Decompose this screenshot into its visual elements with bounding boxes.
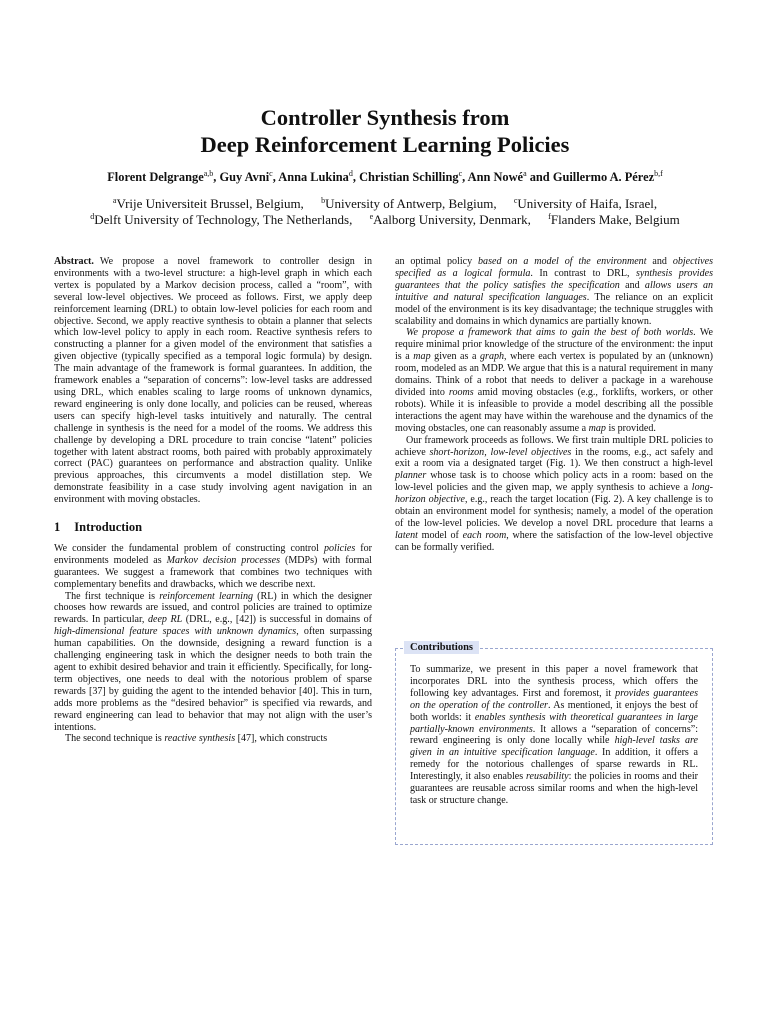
affiliations-line-1 bbox=[0, 196, 770, 212]
intro-paragraph-1: We consider the fundamental problem of constructing control policies for environments modeled as Markov decision processes (MDPs) with formal guarantees. We suggest a framework that combines two techniques with complementary benefits and drawbacks, which we describe next. bbox=[54, 542, 372, 590]
contributions-text: To summarize, we present in this paper a novel framework that incorporates DRL into the synthesis process, which offers the following key advantages. First and foremost, it provides guarantees on the operation of the controller. As mentioned, it enjoys the best of both worlds: it enables synthesis with theoretical guarantees in large partially-known environments. It allows a “separation of concerns”: reward engineering is only done locally while high-level tasks are given in an intuitive specification language. In addition, it offers a remedy for the notorious challenges of sparse rewards in RL. Interestingly, it also enables reusability: the policies in rooms and their guarantees are reusable across similar rooms and when the high-level task or structure change. bbox=[410, 664, 699, 806]
right-paragraph-1: an optimal policy based on a model of the environment and objectives specified as a logical formula. In contrast to DRL, synthesis provides guarantees that the policy satisfies the specification and allows users an intuitive and natural specification languages. The reliance on an explicit model of the environment is its key disadvantage; the technique struggles with scalability and domains in which dynamics are partially known. bbox=[395, 256, 713, 327]
section-heading-introduction: 1 Introduction bbox=[54, 520, 143, 535]
title-line-2: Deep Reinforcement Learning Policies bbox=[200, 132, 570, 157]
contributions-label: Contributions bbox=[404, 641, 479, 654]
author: Ann Nowé$^a$ and bbox=[467, 169, 553, 184]
author: Anna Lukina$^d$, bbox=[278, 169, 360, 184]
intro-paragraph-2: The first technique is reinforcement learning (RL) in which the designer chooses how rewards are issued, and control policies are trained to optimize rewards. In particular, deep RL (DRL, e.g., [42]) is successful in domains of high-dimensional feature spaces with unknown dynamics, often surpassing human capabilities. On the downside, designing a reward function is a challenging engineering task in which the designer needs to both train the agent to exhibit desired behavior and train it efficiently. Specifically, for long-term objectives, one needs to deal with the notorious problem of sparse rewards [37] by guiding the agent to the intended behavior [40]. This in turn, adds more problems as the “desired behavior” is specified via rewards, and reward engineering can lead to behavior that may not align with the user’s intentions. bbox=[54, 590, 372, 733]
affiliation: $^f$Flanders Make, Belgium bbox=[548, 212, 680, 227]
right-paragraph-2: We propose a framework that aims to gain the best of both worlds. We require minimal prior knowledge of the structure of the environment: the input is a map given as a graph, where each vertex is populated by an (unknown) room, modeled as an MDP. We argue that this is a natural requirement in many domains. Think of a robot that needs to deliver a package in a warehouse divided into rooms amid moving obstacles (e.g., forklifts, workers, or other robots). While it is infeasible to provide a model describing all the possible interactions the agent may have within the warehouse and the dynamics of the moving obstacles, one can reasonably assume a map is provided. bbox=[395, 327, 714, 434]
right-column bbox=[395, 256, 713, 554]
left-column bbox=[54, 256, 372, 745]
author: Florent Delgrange$^{a,b}$, bbox=[107, 169, 220, 184]
author: Guillermo A. Pérez$^{b,f}$ bbox=[552, 169, 663, 184]
author: Guy Avni$^c$, bbox=[219, 169, 279, 184]
intro-paragraph-3: The second technique is reactive synthesis [47], which constructs bbox=[65, 733, 328, 745]
abstract-label: Abstract. bbox=[54, 256, 94, 267]
paper-title bbox=[0, 104, 770, 158]
affiliation: $^d$Delft University of Technology, The Netherlands, bbox=[90, 212, 353, 227]
title-line-1: Controller Synthesis from bbox=[260, 105, 510, 130]
affiliation: $^c$University of Haifa, Israel, bbox=[513, 196, 658, 211]
affiliation: $^a$Vrije Universiteit Brussel, Belgium, bbox=[112, 196, 304, 211]
affiliation: $^b$University of Antwerp, Belgium, bbox=[321, 196, 497, 211]
affiliation: $^e$Aalborg University, Denmark, bbox=[369, 212, 531, 227]
affiliations-line-2 bbox=[0, 212, 770, 228]
author: Christian Schilling$^c$, bbox=[359, 169, 468, 184]
abstract bbox=[54, 256, 372, 506]
right-paragraph-3: Our framework proceeds as follows. We first train multiple DRL policies to achieve short-horizon, low-level objectives in the rooms, e.g., act safely and exit a room via a designated target (Fig. 1). We then construct a high-level planner whose task is to choose which policy acts in a room: based on the low-level policies and the given map, we apply synthesis to achieve a long-horizon objective, e.g., reach the target location (Fig. 2). A key challenge is to obtain an environment model for synthesis; namely, a model of the operation of the low-level policies. We develop a novel DRL procedure that learns a latent model of each room, where the satisfaction of the low-level objective can be formally verified. bbox=[395, 434, 713, 553]
abstract-text: We propose a novel framework to controller design in environments with a two-level structure: a high-level graph in which each vertex is populated by a Markov decision process, called a “room”, with several low-level objectives. We proceed as follows. First, we apply deep reinforcement learning (DRL) to obtain low-level policies for each room and objective. Second, we apply reactive synthesis to obtain a planner that selects which low-level policy to apply in each room. Reactive synthesis refers to constructing a planner for a given model of the environment that satisfies a given objective (typically specified as a temporal logic formula) by design. The main advantage of the framework is formal guarantees. In addition, the framework enables a “separation of concerns”: low-level tasks are addressed using DRL, which enables scaling to large rooms of unknown dynamics, reward engineering is only done locally, and policies can be reused, whereas users can specify high-level tasks intuitively and naturally. The central challenge in synthesis is the need for a model of the rooms. We address this challenge by developing a DRL procedure to train concise “latent” policies together with latent abstract rooms, both paired with probably approximately correct (PAC) guarantees on performance and abstraction quality. Unlike previous approaches, this circumvents a model distillation step. We demonstrate feasibility in a case study involving agent navigation in an environment with moving obstacles. bbox=[54, 256, 372, 506]
author-list bbox=[0, 170, 770, 185]
